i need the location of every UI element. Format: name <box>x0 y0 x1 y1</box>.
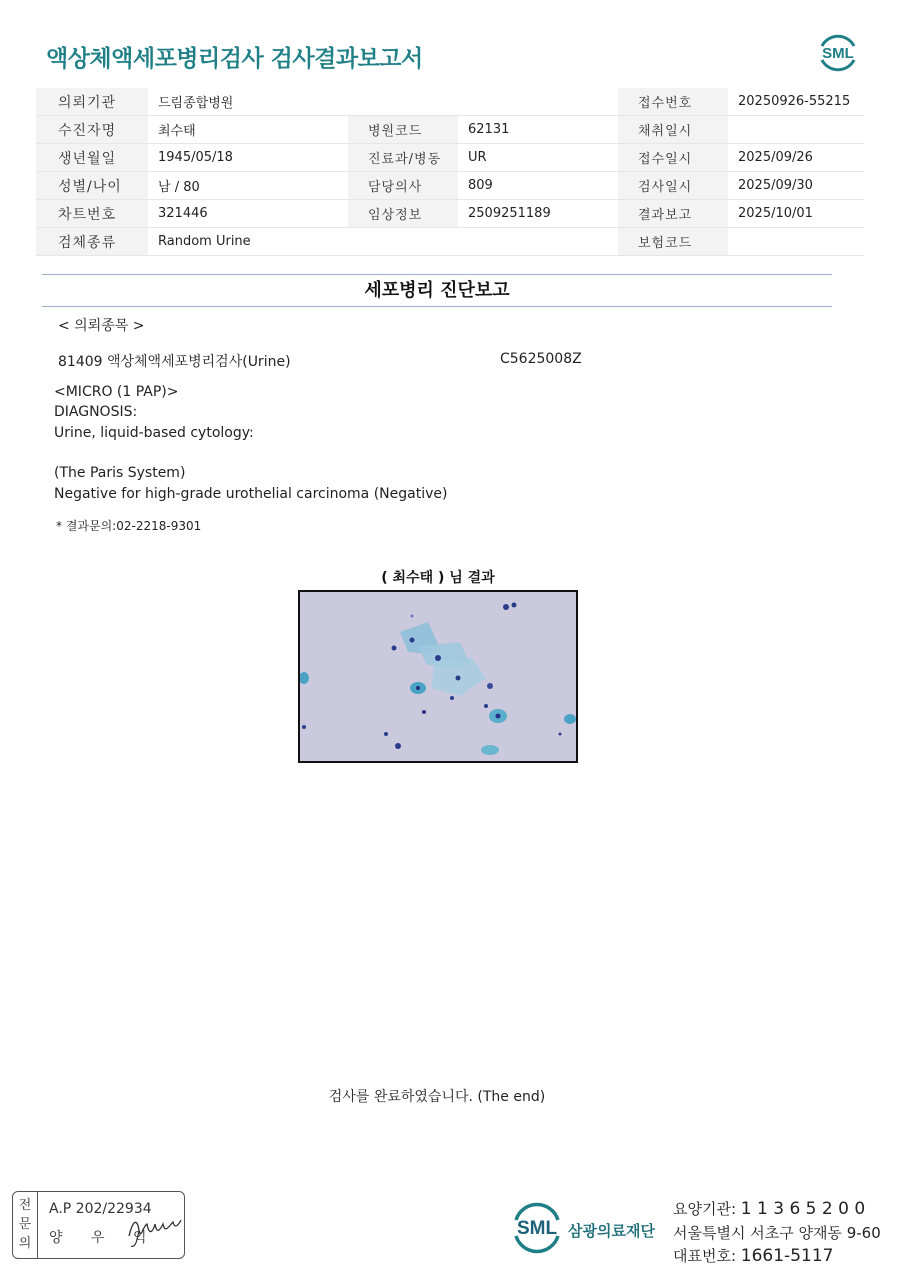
info-label: 접수번호 <box>618 88 728 116</box>
info-value: 2025/09/30 <box>728 172 864 200</box>
info-value: Random Urine <box>148 228 348 256</box>
sml-logo <box>814 28 862 76</box>
info-row <box>36 228 864 256</box>
info-label: 담당의사 <box>348 172 458 200</box>
end-text: 검사를 완료하였습니다. (The end) <box>328 1089 546 1105</box>
footer-address: 서울특별시 서초구 양재동 9-60 <box>673 1224 881 1242</box>
order-code: C5625008Z <box>500 351 582 367</box>
report-body <box>54 382 447 504</box>
stamp-vertical-label: 전 문 의 <box>13 1192 38 1258</box>
order-item: 81409 액상체액세포병리검사(Urine) <box>58 354 291 370</box>
info-value: 1945/05/18 <box>148 144 348 172</box>
report-line: (The Paris System) <box>54 465 186 482</box>
patient-info-table <box>36 88 864 256</box>
info-label: 임상정보 <box>348 200 458 228</box>
report-line: Negative for high-grade urothelial carcinoma (Negative) <box>54 485 448 502</box>
footer-phone: 대표번호: 1661-5117 <box>673 1246 834 1266</box>
info-row <box>36 200 864 228</box>
info-value <box>728 116 864 144</box>
pathologist-stamp <box>12 1191 185 1259</box>
info-label: 결과보고 <box>618 200 728 228</box>
svg-text:SML: SML <box>516 1218 558 1239</box>
info-label: 보험코드 <box>618 228 728 256</box>
info-value <box>458 88 618 116</box>
info-value: 2025/10/01 <box>728 200 864 228</box>
info-row <box>36 172 864 200</box>
info-label <box>348 88 458 116</box>
stamp-license: A.P 202/22934 <box>49 1201 152 1217</box>
signature <box>125 1206 183 1250</box>
info-value: UR <box>458 144 618 172</box>
info-value: 20250926-55215 <box>728 88 864 116</box>
section-rule-top <box>42 274 832 275</box>
info-value: 드림종합병원 <box>148 88 348 116</box>
cytology-image <box>298 590 578 763</box>
info-value: 2509251189 <box>458 200 618 228</box>
info-value: 최수태 <box>148 116 348 144</box>
report-line: Urine, liquid-based cytology: <box>54 424 254 441</box>
section-title: 세포병리 진단보고 <box>364 280 510 301</box>
info-label: 병원코드 <box>348 116 458 144</box>
info-value: 321446 <box>148 200 348 228</box>
info-row <box>36 88 864 116</box>
info-label: 수진자명 <box>36 116 148 144</box>
footer-institution-code: 요양기관: 1 1 3 6 5 2 0 0 <box>673 1199 866 1219</box>
footer-org-name: 삼광의료재단 <box>568 1222 655 1240</box>
info-value: 남 / 80 <box>148 172 348 200</box>
info-value: 2025/09/26 <box>728 144 864 172</box>
info-value: 62131 <box>458 116 618 144</box>
info-row <box>36 144 864 172</box>
info-label: 채취일시 <box>618 116 728 144</box>
info-label: 접수일시 <box>618 144 728 172</box>
info-value: 809 <box>458 172 618 200</box>
report-title: 액상체액세포병리검사 검사결과보고서 <box>46 46 423 72</box>
info-label: 검체종류 <box>36 228 148 256</box>
info-label: 생년월일 <box>36 144 148 172</box>
info-value <box>728 228 864 256</box>
order-header: < 의뢰종목 > <box>58 318 145 334</box>
info-row <box>36 116 864 144</box>
sml-logo-text: SML <box>822 45 854 62</box>
report-line: <MICRO (1 PAP)> <box>54 384 179 400</box>
info-label: 성별/나이 <box>36 172 148 200</box>
footer-sml-logo <box>508 1198 566 1256</box>
stamp-name: 양 우 익 <box>49 1230 159 1246</box>
report-line: DIAGNOSIS: <box>54 404 138 421</box>
section-rule-bottom <box>42 306 832 307</box>
info-label: 검사일시 <box>618 172 728 200</box>
report-line <box>54 443 447 463</box>
info-label: 진료과/병동 <box>348 144 458 172</box>
info-label: 차트번호 <box>36 200 148 228</box>
info-value <box>458 228 618 256</box>
inquiry-phone: * 결과문의:02-2218-9301 <box>56 519 202 533</box>
image-caption: ( 최수태 ) 님 결과 <box>381 570 495 586</box>
info-label <box>348 228 458 256</box>
info-label: 의뢰기관 <box>36 88 148 116</box>
